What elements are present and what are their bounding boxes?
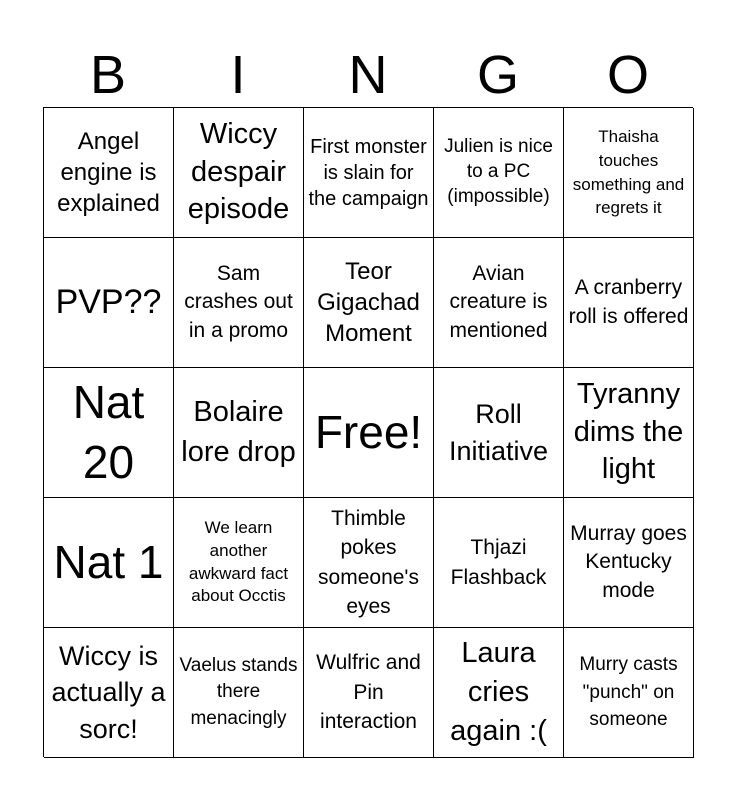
bingo-cell-text: Avian creature is mentioned (449, 261, 548, 342)
bingo-cell[interactable] (434, 368, 564, 498)
bingo-cell[interactable] (564, 108, 694, 238)
header-letter-n: N (348, 45, 388, 105)
header-letter-i: I (230, 45, 246, 105)
header-letter-o: O (606, 45, 649, 105)
bingo-cell[interactable] (564, 238, 694, 368)
bingo-grid (43, 107, 693, 757)
bingo-cell-text: Roll Initiative (448, 399, 549, 466)
bingo-cell-text: Laura cries again :( (450, 636, 547, 748)
bingo-cell-text: Nat 20 (72, 375, 145, 488)
bingo-cell-text: Murray goes Kentucky mode (570, 521, 687, 602)
header-letter-g: G (476, 45, 519, 105)
header-letter-b: B (89, 45, 127, 105)
bingo-cell-text: Free! (314, 405, 423, 458)
bingo-cell-text: Bolaire lore drop (181, 396, 296, 468)
bingo-header (43, 42, 693, 108)
bingo-cell-text: Julien is nice to a PC (impossible) (444, 136, 553, 207)
bingo-cell[interactable] (44, 498, 174, 628)
bingo-cell-text: Wiccy is actually a sorc! (51, 640, 166, 744)
bingo-cell-text: PVP?? (55, 283, 162, 322)
bingo-cell-text: Nat 1 (53, 535, 164, 588)
bingo-cell-text: Thaisha touches something and regrets it (572, 126, 685, 218)
bingo-cell[interactable] (564, 368, 694, 498)
bingo-cell[interactable] (44, 368, 174, 498)
bingo-cell-text: Vaelus stands there menacingly (179, 654, 298, 729)
bingo-cell-text: Thjazi Flashback (450, 536, 547, 589)
bingo-cell-text: First monster is slain for the campaign (308, 135, 429, 210)
bingo-cell-text: Tyranny dims the light (573, 377, 684, 486)
bingo-cell-text: Murry casts "punch" on someone (579, 654, 678, 731)
bingo-cell[interactable] (174, 628, 304, 758)
bingo-cell-text: Wulfric and Pin interaction (316, 651, 421, 734)
bingo-cell[interactable] (304, 238, 434, 368)
bingo-cell[interactable] (174, 498, 304, 628)
bingo-cell[interactable] (564, 628, 694, 758)
bingo-cell[interactable] (44, 108, 174, 238)
bingo-cell-text: Wiccy despair episode (187, 117, 290, 226)
bingo-cell[interactable] (434, 498, 564, 628)
bingo-cell[interactable] (174, 108, 304, 238)
bingo-cell[interactable] (304, 108, 434, 238)
bingo-cell-text: A cranberry roll is offered (568, 276, 689, 328)
bingo-cell[interactable] (44, 238, 174, 368)
bingo-cell[interactable] (304, 498, 434, 628)
bingo-cell[interactable] (434, 628, 564, 758)
bingo-cell-text: Teor Gigachad Moment (317, 257, 420, 348)
bingo-cell[interactable] (174, 238, 304, 368)
bingo-cell[interactable] (174, 368, 304, 498)
bingo-cell-text: We learn another awkward fact about Occtis (188, 517, 289, 606)
bingo-cell-text: Angel engine is explained (57, 127, 160, 218)
bingo-cell[interactable] (434, 108, 564, 238)
bingo-cell[interactable] (304, 628, 434, 758)
free-space-cell[interactable] (304, 368, 434, 498)
bingo-cell-text: Thimble pokes someone's eyes (318, 506, 419, 618)
bingo-cell[interactable] (434, 238, 564, 368)
bingo-cell[interactable] (564, 498, 694, 628)
bingo-cell[interactable] (44, 628, 174, 758)
bingo-cell-text: Sam crashes out in a promo (184, 261, 293, 342)
